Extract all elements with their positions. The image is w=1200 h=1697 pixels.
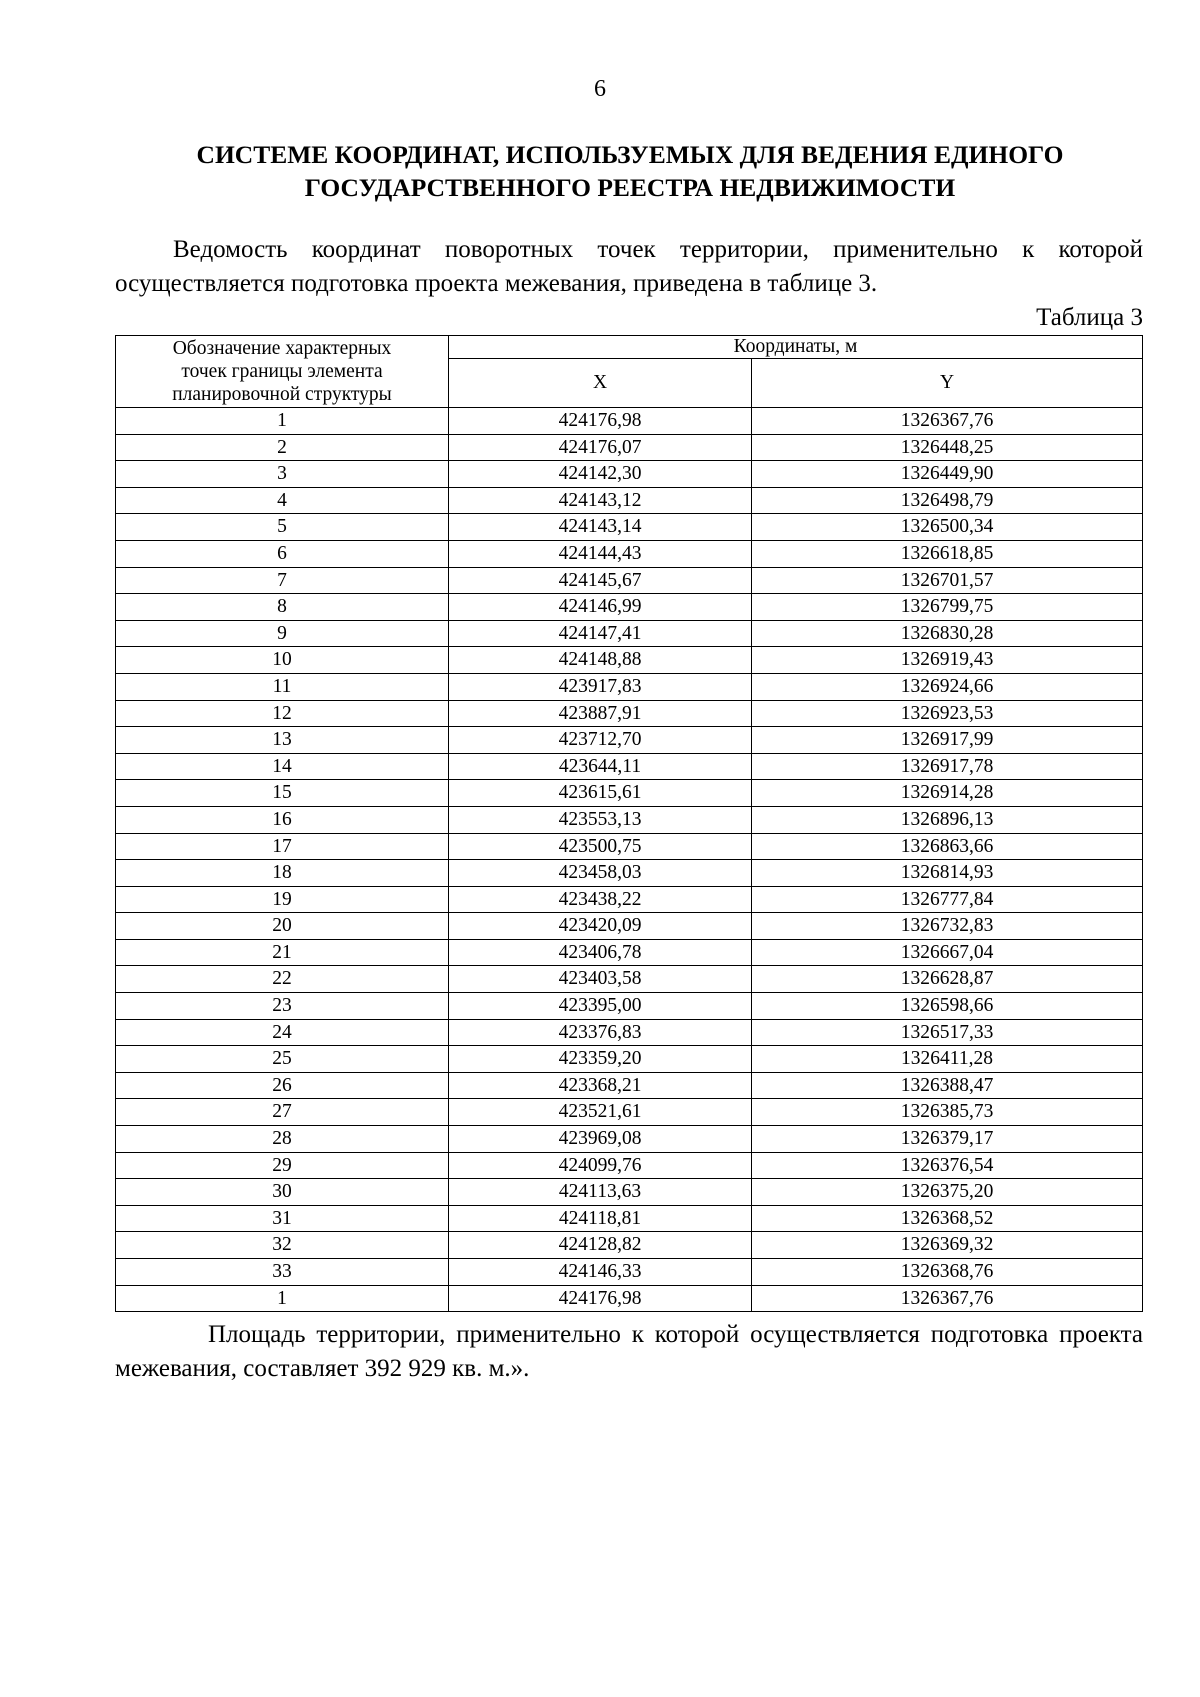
page-number: 6 xyxy=(594,76,606,102)
title-line-1: СИСТЕМЕ КООРДИНАТ, ИСПОЛЬЗУЕМЫХ ДЛЯ ВЕДЕНИЯ ЕДИНОГО xyxy=(196,140,1064,169)
table-row xyxy=(116,594,1143,621)
point-cell: 20 xyxy=(116,913,449,940)
x-cell: 423615,61 xyxy=(449,780,752,807)
x-cell: 424142,30 xyxy=(449,461,752,488)
x-cell: 423969,08 xyxy=(449,1126,752,1153)
table-row xyxy=(116,461,1143,488)
area-paragraph: Площадь территории, применительно к которой осуществляется подготовка проекта межевания, составляет 392 929 кв. м.». xyxy=(115,1321,1143,1382)
table-row xyxy=(116,1232,1143,1259)
point-cell: 14 xyxy=(116,753,449,780)
table-row xyxy=(116,1259,1143,1286)
x-cell: 423553,13 xyxy=(449,806,752,833)
x-cell: 423500,75 xyxy=(449,833,752,860)
y-cell: 1326379,17 xyxy=(752,1126,1143,1153)
x-cell: 424143,14 xyxy=(449,514,752,541)
table-row xyxy=(116,673,1143,700)
point-cell: 12 xyxy=(116,700,449,727)
table-row xyxy=(116,913,1143,940)
table-row xyxy=(116,1285,1143,1312)
x-cell: 424145,67 xyxy=(449,567,752,594)
y-cell: 1326388,47 xyxy=(752,1072,1143,1099)
point-cell: 1 xyxy=(116,408,449,435)
title-line-2: ГОСУДАРСТВЕННОГО РЕЕСТРА НЕДВИЖИМОСТИ xyxy=(304,173,956,202)
point-cell: 25 xyxy=(116,1046,449,1073)
x-cell: 424146,99 xyxy=(449,594,752,621)
point-cell: 10 xyxy=(116,647,449,674)
y-cell: 1326411,28 xyxy=(752,1046,1143,1073)
x-cell: 423368,21 xyxy=(449,1072,752,1099)
y-cell: 1326368,76 xyxy=(752,1259,1143,1286)
point-cell: 31 xyxy=(116,1205,449,1232)
table-row xyxy=(116,620,1143,647)
y-cell: 1326367,76 xyxy=(752,1285,1143,1312)
y-cell: 1326367,76 xyxy=(752,408,1143,435)
point-cell: 17 xyxy=(116,833,449,860)
x-cell: 424148,88 xyxy=(449,647,752,674)
table-header xyxy=(116,336,1143,408)
point-cell: 8 xyxy=(116,594,449,621)
table-row xyxy=(116,1126,1143,1153)
y-cell: 1326914,28 xyxy=(752,780,1143,807)
x-cell: 423712,70 xyxy=(449,727,752,754)
coordinates-table xyxy=(115,335,1143,1312)
y-cell: 1326628,87 xyxy=(752,966,1143,993)
point-cell: 16 xyxy=(116,806,449,833)
x-cell: 423395,00 xyxy=(449,993,752,1020)
y-cell: 1326498,79 xyxy=(752,487,1143,514)
point-cell: 7 xyxy=(116,567,449,594)
x-cell: 423644,11 xyxy=(449,753,752,780)
table-row xyxy=(116,806,1143,833)
table-row xyxy=(116,753,1143,780)
y-cell: 1326799,75 xyxy=(752,594,1143,621)
table-row xyxy=(116,780,1143,807)
x-cell: 423438,22 xyxy=(449,886,752,913)
point-cell: 2 xyxy=(116,434,449,461)
point-label-header-line-1: Обозначение характерных xyxy=(172,338,392,359)
y-cell: 1326375,20 xyxy=(752,1179,1143,1206)
y-cell: 1326923,53 xyxy=(752,700,1143,727)
intro-paragraph: Ведомость координат поворотных точек территории, применительно к которой осуществляется подготовка проекта межевания, приведена в таблице 3. xyxy=(115,236,1143,297)
y-cell: 1326917,78 xyxy=(752,753,1143,780)
point-cell: 4 xyxy=(116,487,449,514)
x-cell: 423420,09 xyxy=(449,913,752,940)
table-row xyxy=(116,1019,1143,1046)
y-cell: 1326701,57 xyxy=(752,567,1143,594)
point-cell: 11 xyxy=(116,673,449,700)
point-cell: 19 xyxy=(116,886,449,913)
table-row xyxy=(116,1046,1143,1073)
document-title xyxy=(110,138,1150,204)
y-cell: 1326618,85 xyxy=(752,540,1143,567)
x-cell: 424128,82 xyxy=(449,1232,752,1259)
point-cell: 5 xyxy=(116,514,449,541)
point-cell: 21 xyxy=(116,939,449,966)
point-cell: 29 xyxy=(116,1152,449,1179)
x-cell: 423376,83 xyxy=(449,1019,752,1046)
point-cell: 28 xyxy=(116,1126,449,1153)
point-cell: 26 xyxy=(116,1072,449,1099)
y-cell: 1326376,54 xyxy=(752,1152,1143,1179)
x-cell: 424146,33 xyxy=(449,1259,752,1286)
y-cell: 1326777,84 xyxy=(752,886,1143,913)
point-label-header-line-3: планировочной структуры xyxy=(172,384,392,405)
table-row xyxy=(116,860,1143,887)
table-row xyxy=(116,1205,1143,1232)
x-cell: 424147,41 xyxy=(449,620,752,647)
y-cell: 1326385,73 xyxy=(752,1099,1143,1126)
table-row xyxy=(116,1099,1143,1126)
point-cell: 33 xyxy=(116,1259,449,1286)
y-cell: 1326598,66 xyxy=(752,993,1143,1020)
point-cell: 18 xyxy=(116,860,449,887)
y-cell: 1326830,28 xyxy=(752,620,1143,647)
y-column-header: Y xyxy=(752,359,1143,408)
y-cell: 1326924,66 xyxy=(752,673,1143,700)
table-row xyxy=(116,700,1143,727)
x-cell: 423458,03 xyxy=(449,860,752,887)
table-row xyxy=(116,1152,1143,1179)
x-cell: 424118,81 xyxy=(449,1205,752,1232)
table-row xyxy=(116,939,1143,966)
point-cell: 1 xyxy=(116,1285,449,1312)
x-cell: 424143,12 xyxy=(449,487,752,514)
x-cell: 424176,07 xyxy=(449,434,752,461)
point-cell: 15 xyxy=(116,780,449,807)
point-cell: 9 xyxy=(116,620,449,647)
y-cell: 1326449,90 xyxy=(752,461,1143,488)
table-row xyxy=(116,514,1143,541)
table-row xyxy=(116,727,1143,754)
point-cell: 22 xyxy=(116,966,449,993)
point-cell: 24 xyxy=(116,1019,449,1046)
table-row xyxy=(116,647,1143,674)
point-cell: 23 xyxy=(116,993,449,1020)
y-cell: 1326917,99 xyxy=(752,727,1143,754)
x-cell: 424099,76 xyxy=(449,1152,752,1179)
y-cell: 1326732,83 xyxy=(752,913,1143,940)
point-cell: 32 xyxy=(116,1232,449,1259)
x-cell: 423521,61 xyxy=(449,1099,752,1126)
x-cell: 424144,43 xyxy=(449,540,752,567)
table-row xyxy=(116,833,1143,860)
table-row xyxy=(116,1072,1143,1099)
point-cell: 3 xyxy=(116,461,449,488)
y-cell: 1326500,34 xyxy=(752,514,1143,541)
x-cell: 423403,58 xyxy=(449,966,752,993)
table-row xyxy=(116,540,1143,567)
point-label-header xyxy=(116,336,449,408)
y-cell: 1326667,04 xyxy=(752,939,1143,966)
x-cell: 423406,78 xyxy=(449,939,752,966)
y-cell: 1326919,43 xyxy=(752,647,1143,674)
x-cell: 424176,98 xyxy=(449,1285,752,1312)
point-cell: 13 xyxy=(116,727,449,754)
y-cell: 1326369,32 xyxy=(752,1232,1143,1259)
x-cell: 423917,83 xyxy=(449,673,752,700)
table-row xyxy=(116,886,1143,913)
x-cell: 423359,20 xyxy=(449,1046,752,1073)
table-caption: Таблица 3 xyxy=(1036,304,1143,331)
x-cell: 423887,91 xyxy=(449,700,752,727)
table-row xyxy=(116,1179,1143,1206)
table-row xyxy=(116,567,1143,594)
coordinates-group-header: Координаты, м xyxy=(449,336,1143,359)
table-row xyxy=(116,993,1143,1020)
x-cell: 424176,98 xyxy=(449,408,752,435)
table-row xyxy=(116,966,1143,993)
y-cell: 1326863,66 xyxy=(752,833,1143,860)
x-cell: 424113,63 xyxy=(449,1179,752,1206)
table-row xyxy=(116,408,1143,435)
point-cell: 6 xyxy=(116,540,449,567)
y-cell: 1326448,25 xyxy=(752,434,1143,461)
x-column-header: X xyxy=(449,359,752,408)
point-label-header-line-2: точек границы элемента xyxy=(181,361,383,382)
point-cell: 30 xyxy=(116,1179,449,1206)
table-body xyxy=(116,408,1143,1312)
y-cell: 1326368,52 xyxy=(752,1205,1143,1232)
y-cell: 1326814,93 xyxy=(752,860,1143,887)
y-cell: 1326896,13 xyxy=(752,806,1143,833)
point-cell: 27 xyxy=(116,1099,449,1126)
table-row xyxy=(116,434,1143,461)
y-cell: 1326517,33 xyxy=(752,1019,1143,1046)
table-row xyxy=(116,487,1143,514)
